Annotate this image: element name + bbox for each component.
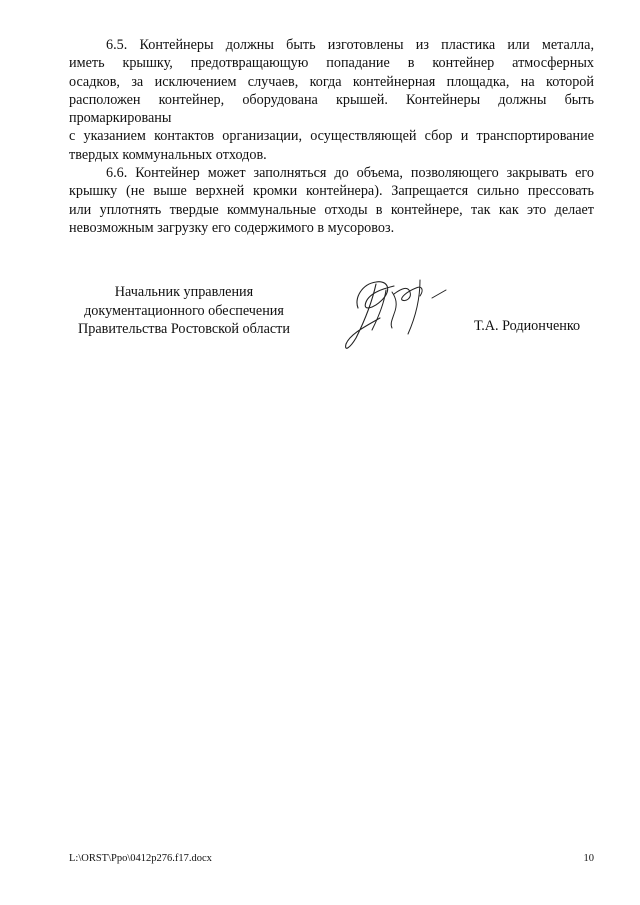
position-line-3: Правительства Ростовской области <box>78 321 290 337</box>
position-line-1: Начальник управления <box>114 284 254 300</box>
paragraph-6-6-line-4: невозможным загрузку его содержимого в мусоровоз. <box>69 219 395 236</box>
paragraph-6-5-line-3: осадков, за исключением случаев, когда контейнерная площадка, на которой <box>69 73 594 90</box>
paragraph-6-6-line-1: 6.6. Контейнер может заполняться до объема, позволяющего закрывать его <box>106 165 594 182</box>
handwritten-signature <box>336 268 456 360</box>
paragraph-6-6-line-3: или уплотнять твердые коммунальные отходы в контейнере, так как это делает <box>69 201 594 218</box>
position-line-2: документационного обеспечения <box>84 302 284 319</box>
paragraph-6-5-line-1: 6.5. Контейнеры должны быть изготовлены из пластика или металла, <box>106 37 594 53</box>
paragraph-6-5-line-2: иметь крышку, предотвращающую попадание в контейнер атмосферных <box>69 55 594 72</box>
paragraph-6-6-line-2: крышку (не выше верхней кромки контейнера). Запрещается сильно прессовать <box>69 183 594 200</box>
document-body <box>69 36 594 237</box>
footer-file-path: L:\ORST\Ppo\0412p276.f17.docx <box>69 853 212 864</box>
paragraph-6-5-line-5: промаркированы <box>69 110 172 127</box>
signer-name: Т.А. Родионченко <box>474 318 581 334</box>
paragraph-6-5 <box>69 36 594 127</box>
paragraph-6-5-continuation <box>69 127 594 164</box>
paragraph-6-5-continuation-line-1: с указанием контактов организации, осуществляющей сбор и транспортирование <box>69 128 594 145</box>
signatory-position <box>64 283 304 339</box>
paragraph-6-5-line-4: расположен контейнер, оборудована крышей. Контейнеры должны быть <box>69 91 594 108</box>
page-number: 10 <box>583 853 594 864</box>
paragraph-6-5-continuation-line-2: твердых коммунальных отходов. <box>69 146 267 163</box>
paragraph-6-6 <box>69 164 594 237</box>
